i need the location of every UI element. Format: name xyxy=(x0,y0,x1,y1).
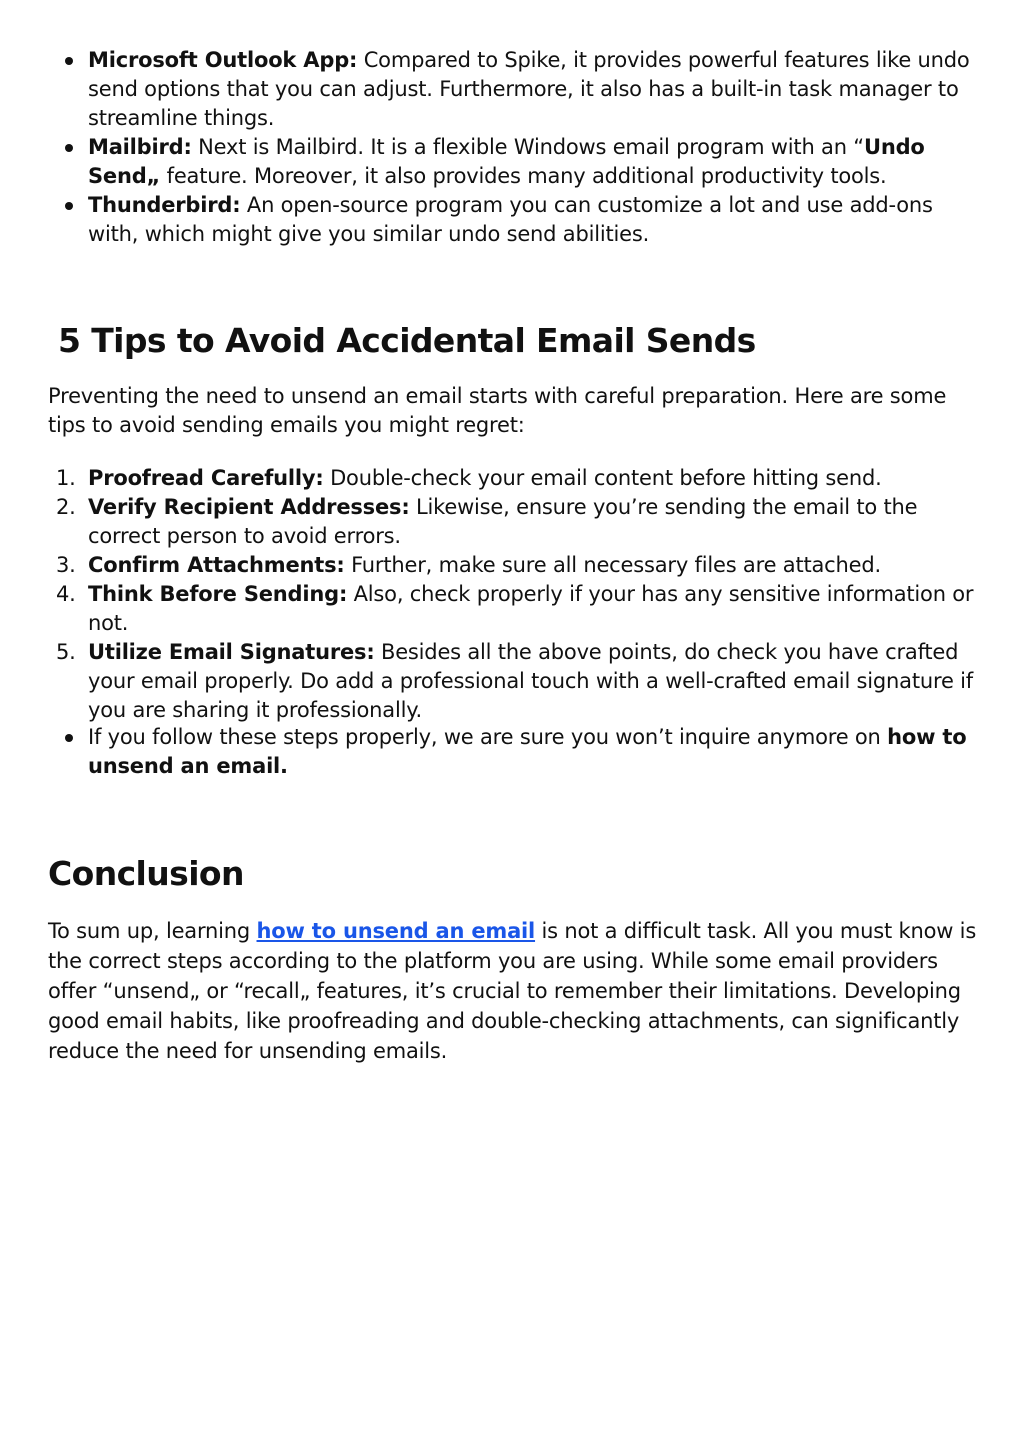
tips-list xyxy=(56,464,978,725)
tip-item xyxy=(56,493,978,551)
list-item-text: An open-source program you can customize a lot and use add-ons with, which might give you similar undo send abilities. xyxy=(88,193,933,246)
conclusion-text-after: is not a difficult task. All you must know is the correct steps according to the platform you are using. While some email providers offer “unsend„ or “recall„ features, it’s crucial to remember their limitations. Developing good email habits, like proofreading and double-checking attachments, can significantly reduce the need for unsending emails. xyxy=(48,919,977,1063)
unsend-email-link[interactable]: how to unsend an email xyxy=(256,919,536,943)
list-item xyxy=(88,191,978,249)
tip-number: 2. xyxy=(56,495,76,519)
email-alternatives-list xyxy=(88,46,978,249)
list-item-text: Next is Mailbird. It is a flexible Windows email program with an “ xyxy=(191,135,864,159)
conclusion-paragraph xyxy=(48,916,978,1066)
list-item xyxy=(88,723,978,781)
tip-item xyxy=(56,638,978,725)
section-heading-tips: 5 Tips to Avoid Accidental Email Sends xyxy=(58,321,756,360)
list-item-term: Mailbird: xyxy=(88,135,192,159)
bullet-icon xyxy=(65,144,73,152)
tip-number: 5. xyxy=(56,640,76,664)
tip-number: 3. xyxy=(56,553,76,577)
tips-intro-paragraph: Preventing the need to unsend an email starts with careful preparation. Here are some tips to avoid sending emails you might regret: xyxy=(48,384,947,437)
closing-text: If you follow these steps properly, we are sure you won’t inquire anymore on xyxy=(88,725,888,749)
tip-text: Double-check your email content before hitting send. xyxy=(323,466,882,490)
section-heading-conclusion: Conclusion xyxy=(48,854,244,893)
tip-item xyxy=(56,551,978,580)
tip-item xyxy=(56,464,978,493)
list-item xyxy=(88,133,978,191)
tip-text: Also, check properly if your has any sensitive information or not. xyxy=(88,582,974,635)
tip-term: Proofread Carefully: xyxy=(88,466,324,490)
tip-text: Besides all the above points, do check you have crafted your email properly. Do add a professional touch with a well-crafted email signature if you are sharing it professionally. xyxy=(88,640,973,722)
tip-term: Confirm Attachments: xyxy=(88,553,345,577)
tip-term: Verify Recipient Addresses: xyxy=(88,495,410,519)
tip-text: Likewise, ensure you’re sending the email to the correct person to avoid errors. xyxy=(88,495,918,548)
tip-term: Utilize Email Signatures: xyxy=(88,640,375,664)
list-item-inline-bold: Undo Send„ xyxy=(88,135,925,188)
tip-number: 4. xyxy=(56,582,76,606)
closing-bold-text: how to unsend an email. xyxy=(88,725,967,778)
tip-text: Further, make sure all necessary files are attached. xyxy=(344,553,881,577)
tip-number: 1. xyxy=(56,466,76,490)
tip-term: Think Before Sending: xyxy=(88,582,348,606)
tip-item xyxy=(56,580,978,638)
list-item-term: Microsoft Outlook App: xyxy=(88,48,358,72)
list-item-text: Compared to Spike, it provides powerful features like undo send options that you can adjust. Furthermore, it also has a built-in task manager to streamline things. xyxy=(88,48,970,130)
bullet-icon xyxy=(65,57,73,65)
list-item-term: Thunderbird: xyxy=(88,193,241,217)
conclusion-text-before: To sum up, learning xyxy=(48,919,257,943)
bullet-icon xyxy=(65,734,73,742)
list-item xyxy=(88,46,978,133)
list-item-text: feature. Moreover, it also provides many additional productivity tools. xyxy=(160,164,887,188)
tips-closing-list xyxy=(88,723,978,781)
bullet-icon xyxy=(65,202,73,210)
